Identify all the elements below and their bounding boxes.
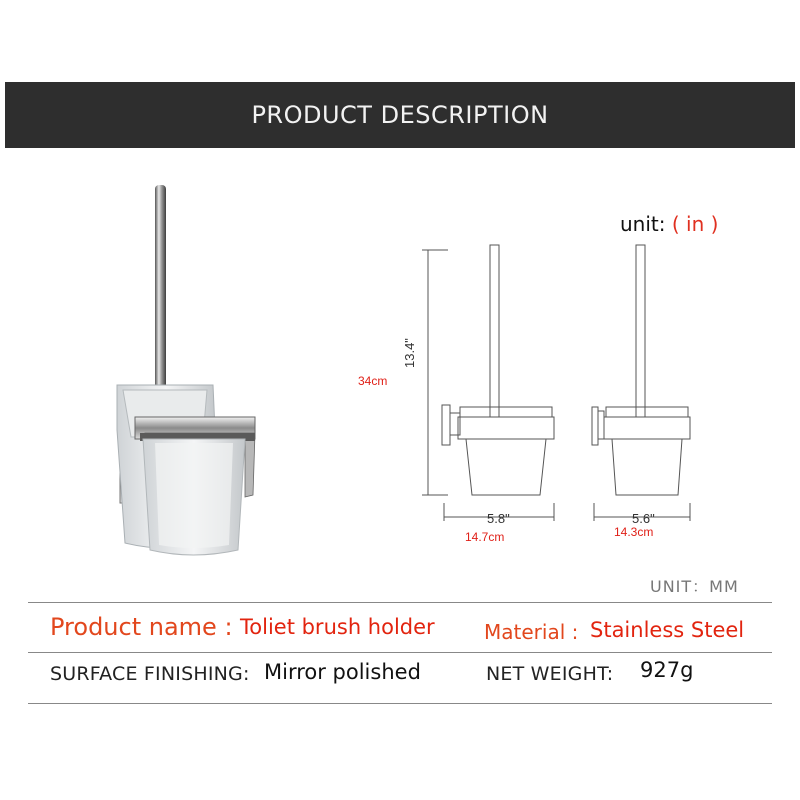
net-weight-label: NET WEIGHT: — [486, 663, 614, 685]
front-width-inch: 5.8" — [487, 511, 510, 526]
material-value: Stainless Steel — [590, 618, 745, 642]
side-width-cm: 14.3cm — [614, 525, 654, 539]
divider-bottom — [28, 703, 772, 704]
header-banner — [5, 82, 795, 148]
divider-top — [28, 602, 772, 603]
unit-inch-label — [620, 212, 718, 236]
surface-finishing-label: SURFACE FINISHING: — [50, 663, 250, 685]
height-cm: 34cm — [358, 374, 388, 388]
material-label: Material : — [484, 620, 579, 644]
divider-middle — [28, 652, 772, 653]
unit-mm-label: UNIT：MM — [650, 577, 739, 596]
side-width-inch: 5.6" — [632, 511, 655, 526]
product-photo — [95, 175, 345, 565]
banner-title: PRODUCT DESCRIPTION — [251, 101, 549, 129]
technical-drawing — [350, 195, 770, 565]
front-width-cm: 14.7cm — [465, 530, 505, 544]
height-inch: 13.4" — [402, 338, 417, 368]
product-name-label: Product name : — [50, 613, 233, 641]
unit-prefix: unit: — [620, 212, 666, 236]
unit-value: ( in ) — [671, 212, 719, 236]
surface-finishing-value: Mirror polished — [264, 660, 421, 684]
net-weight-value: 927g — [640, 658, 694, 682]
product-name-value: Toliet brush holder — [240, 615, 435, 639]
